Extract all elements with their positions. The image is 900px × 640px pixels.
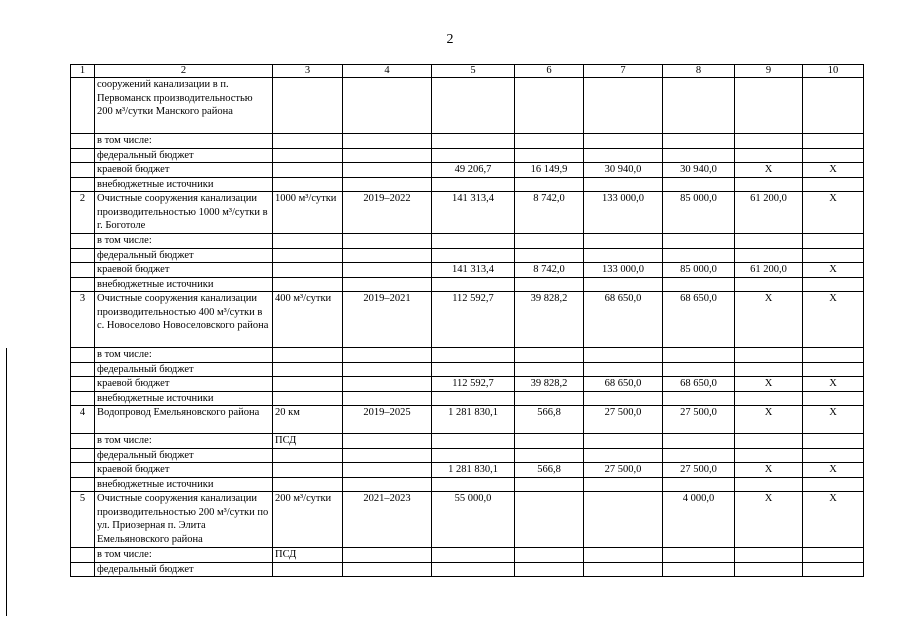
object-name-cell: в том числе: (95, 134, 273, 149)
capacity-cell (273, 477, 343, 492)
row-number-cell (71, 78, 95, 134)
spent-cell (515, 348, 584, 363)
year-3-amount-cell: Х (803, 463, 864, 478)
year-1-amount-cell (663, 448, 735, 463)
total-cost-cell: 55 000,0 (432, 492, 515, 548)
year-3-amount-cell (803, 434, 864, 449)
year-3-amount-cell (803, 448, 864, 463)
capacity-cell (273, 391, 343, 406)
total-cost-cell (432, 148, 515, 163)
table-row (71, 434, 864, 449)
term-cell (343, 78, 432, 134)
table-row (71, 377, 864, 392)
capacity-cell (273, 163, 343, 178)
year-1-amount-cell (663, 177, 735, 192)
remaining-cell (584, 234, 663, 249)
total-cost-cell (432, 434, 515, 449)
total-cost-cell: 141 313,4 (432, 263, 515, 278)
year-3-amount-cell (803, 391, 864, 406)
year-1-amount-cell (663, 348, 735, 363)
row-number-cell (71, 248, 95, 263)
row-number-cell (71, 134, 95, 149)
table-row (71, 78, 864, 134)
row-number-cell (71, 263, 95, 278)
object-name-cell: краевой бюджет (95, 163, 273, 178)
row-number-cell (71, 234, 95, 249)
table-row (71, 134, 864, 149)
total-cost-cell: 112 592,7 (432, 377, 515, 392)
total-cost-cell (432, 562, 515, 577)
spent-cell: 39 828,2 (515, 377, 584, 392)
spent-cell (515, 148, 584, 163)
year-2-amount-cell (735, 434, 803, 449)
remaining-cell (584, 248, 663, 263)
capacity-cell (273, 277, 343, 292)
term-cell: 2021–2023 (343, 492, 432, 548)
header-cell: 5 (432, 65, 515, 78)
year-1-amount-cell (663, 248, 735, 263)
capacity-cell: 400 м³/сутки (273, 292, 343, 348)
year-2-amount-cell: Х (735, 292, 803, 348)
spent-cell: 8 742,0 (515, 192, 584, 234)
row-number-cell (71, 477, 95, 492)
year-2-amount-cell (735, 134, 803, 149)
term-cell (343, 362, 432, 377)
year-3-amount-cell (803, 148, 864, 163)
term-cell: 2019–2021 (343, 292, 432, 348)
year-3-amount-cell (803, 134, 864, 149)
object-name-cell: федеральный бюджет (95, 148, 273, 163)
year-2-amount-cell: 61 200,0 (735, 192, 803, 234)
total-cost-cell: 112 592,7 (432, 292, 515, 348)
spent-cell (515, 234, 584, 249)
year-1-amount-cell (663, 562, 735, 577)
table-row (71, 562, 864, 577)
term-cell (343, 177, 432, 192)
capacity-cell (273, 463, 343, 478)
year-3-amount-cell (803, 348, 864, 363)
object-name-cell: федеральный бюджет (95, 248, 273, 263)
year-3-amount-cell (803, 477, 864, 492)
term-cell (343, 148, 432, 163)
year-1-amount-cell (663, 148, 735, 163)
spent-cell (515, 134, 584, 149)
table-row (71, 234, 864, 249)
table-row (71, 148, 864, 163)
row-number-cell (71, 377, 95, 392)
year-2-amount-cell (735, 362, 803, 377)
total-cost-cell (432, 448, 515, 463)
row-number-cell (71, 348, 95, 363)
row-number-cell: 3 (71, 292, 95, 348)
year-1-amount-cell: 4 000,0 (663, 492, 735, 548)
year-1-amount-cell (663, 362, 735, 377)
table-row (71, 406, 864, 434)
header-cell: 2 (95, 65, 273, 78)
total-cost-cell (432, 391, 515, 406)
object-name-cell: внебюджетные источники (95, 391, 273, 406)
total-cost-cell (432, 348, 515, 363)
spent-cell (515, 391, 584, 406)
capacity-cell (273, 78, 343, 134)
object-name-cell: федеральный бюджет (95, 562, 273, 577)
capacity-cell (273, 177, 343, 192)
header-cell: 7 (584, 65, 663, 78)
term-cell (343, 448, 432, 463)
year-2-amount-cell (735, 562, 803, 577)
table-row (71, 391, 864, 406)
term-cell: 2019–2022 (343, 192, 432, 234)
object-name-cell: внебюджетные источники (95, 277, 273, 292)
object-name-cell: в том числе: (95, 548, 273, 563)
term-cell (343, 434, 432, 449)
capacity-cell (273, 248, 343, 263)
spent-cell (515, 492, 584, 548)
capacity-cell (273, 377, 343, 392)
table-row (71, 548, 864, 563)
total-cost-cell (432, 134, 515, 149)
row-number-cell (71, 362, 95, 377)
year-3-amount-cell (803, 562, 864, 577)
row-number-cell (71, 562, 95, 577)
capacity-cell: 20 км (273, 406, 343, 434)
total-cost-cell (432, 78, 515, 134)
capacity-cell (273, 362, 343, 377)
remaining-cell (584, 148, 663, 163)
term-cell (343, 391, 432, 406)
capacity-cell: ПСД (273, 548, 343, 563)
term-cell (343, 234, 432, 249)
row-number-cell (71, 148, 95, 163)
total-cost-cell: 141 313,4 (432, 192, 515, 234)
year-1-amount-cell: 68 650,0 (663, 292, 735, 348)
remaining-cell (584, 362, 663, 377)
year-3-amount-cell (803, 248, 864, 263)
term-cell (343, 562, 432, 577)
object-name-cell: краевой бюджет (95, 463, 273, 478)
total-cost-cell: 49 206,7 (432, 163, 515, 178)
year-1-amount-cell (663, 78, 735, 134)
remaining-cell (584, 548, 663, 563)
year-3-amount-cell (803, 362, 864, 377)
remaining-cell: 133 000,0 (584, 192, 663, 234)
header-cell: 9 (735, 65, 803, 78)
year-1-amount-cell: 27 500,0 (663, 406, 735, 434)
spent-cell: 39 828,2 (515, 292, 584, 348)
table-header-row (71, 65, 864, 78)
term-cell (343, 163, 432, 178)
year-3-amount-cell: Х (803, 492, 864, 548)
capacity-cell: 200 м³/сутки (273, 492, 343, 548)
total-cost-cell (432, 234, 515, 249)
capacity-cell (273, 348, 343, 363)
capacity-cell (273, 263, 343, 278)
year-3-amount-cell: Х (803, 377, 864, 392)
capacity-cell: ПСД (273, 434, 343, 449)
table-row (71, 177, 864, 192)
spent-cell (515, 248, 584, 263)
total-cost-cell: 1 281 830,1 (432, 406, 515, 434)
table-row (71, 248, 864, 263)
spent-cell (515, 277, 584, 292)
year-2-amount-cell (735, 78, 803, 134)
row-number-cell (71, 163, 95, 178)
spent-cell: 566,8 (515, 463, 584, 478)
total-cost-cell: 1 281 830,1 (432, 463, 515, 478)
year-1-amount-cell: 27 500,0 (663, 463, 735, 478)
remaining-cell (584, 134, 663, 149)
table-row (71, 348, 864, 363)
table-row (71, 277, 864, 292)
term-cell (343, 377, 432, 392)
table-row (71, 163, 864, 178)
row-number-cell (71, 463, 95, 478)
spent-cell: 16 149,9 (515, 163, 584, 178)
year-2-amount-cell (735, 477, 803, 492)
year-2-amount-cell: Х (735, 492, 803, 548)
year-1-amount-cell (663, 134, 735, 149)
object-name-cell: краевой бюджет (95, 377, 273, 392)
object-name-cell: Очистные сооружения канализации производительностью 200 м³/сутки по ул. Приозерная п. Элита Емельяновского района (95, 492, 273, 548)
remaining-cell (584, 448, 663, 463)
object-name-cell: в том числе: (95, 434, 273, 449)
year-1-amount-cell: 68 650,0 (663, 377, 735, 392)
capacity-cell (273, 562, 343, 577)
year-3-amount-cell (803, 548, 864, 563)
year-1-amount-cell: 85 000,0 (663, 263, 735, 278)
term-cell (343, 548, 432, 563)
margin-rule (6, 348, 7, 616)
year-1-amount-cell (663, 277, 735, 292)
table-row (71, 292, 864, 348)
row-number-cell (71, 548, 95, 563)
spent-cell (515, 448, 584, 463)
object-name-cell: сооружений канализации в п. Первоманск производительностью 200 м³/сутки Манского района (95, 78, 273, 134)
object-name-cell: Водопровод Емельяновского района (95, 406, 273, 434)
page-number: 2 (446, 32, 454, 47)
remaining-cell (584, 562, 663, 577)
year-2-amount-cell: Х (735, 163, 803, 178)
remaining-cell (584, 277, 663, 292)
row-number-cell: 5 (71, 492, 95, 548)
table-row (71, 362, 864, 377)
header-cell: 1 (71, 65, 95, 78)
year-1-amount-cell: 85 000,0 (663, 192, 735, 234)
header-cell: 8 (663, 65, 735, 78)
object-name-cell: федеральный бюджет (95, 448, 273, 463)
capacity-cell (273, 234, 343, 249)
spent-cell (515, 362, 584, 377)
year-3-amount-cell (803, 277, 864, 292)
total-cost-cell (432, 177, 515, 192)
year-2-amount-cell (735, 348, 803, 363)
year-2-amount-cell (735, 234, 803, 249)
year-1-amount-cell (663, 234, 735, 249)
spent-cell (515, 562, 584, 577)
header-cell: 10 (803, 65, 864, 78)
capacity-cell (273, 134, 343, 149)
remaining-cell (584, 391, 663, 406)
year-2-amount-cell: 61 200,0 (735, 263, 803, 278)
spent-cell: 8 742,0 (515, 263, 584, 278)
header-cell: 4 (343, 65, 432, 78)
year-3-amount-cell: Х (803, 263, 864, 278)
year-1-amount-cell: 30 940,0 (663, 163, 735, 178)
object-name-cell: Очистные сооружения канализации производительностью 400 м³/сутки в с. Новоселово Новоселовского района (95, 292, 273, 348)
row-number-cell (71, 434, 95, 449)
year-1-amount-cell (663, 477, 735, 492)
term-cell (343, 248, 432, 263)
object-name-cell: в том числе: (95, 348, 273, 363)
row-number-cell (71, 448, 95, 463)
row-number-cell (71, 277, 95, 292)
row-number-cell: 2 (71, 192, 95, 234)
remaining-cell: 27 500,0 (584, 463, 663, 478)
term-cell (343, 134, 432, 149)
year-2-amount-cell (735, 277, 803, 292)
spent-cell (515, 434, 584, 449)
term-cell (343, 263, 432, 278)
year-2-amount-cell (735, 248, 803, 263)
capacity-cell (273, 448, 343, 463)
total-cost-cell (432, 477, 515, 492)
year-2-amount-cell (735, 548, 803, 563)
remaining-cell: 68 650,0 (584, 377, 663, 392)
total-cost-cell (432, 277, 515, 292)
total-cost-cell (432, 362, 515, 377)
object-name-cell: краевой бюджет (95, 263, 273, 278)
year-3-amount-cell: Х (803, 192, 864, 234)
year-3-amount-cell (803, 78, 864, 134)
remaining-cell (584, 78, 663, 134)
remaining-cell (584, 492, 663, 548)
term-cell: 2019–2025 (343, 406, 432, 434)
year-1-amount-cell (663, 391, 735, 406)
remaining-cell (584, 434, 663, 449)
year-1-amount-cell (663, 434, 735, 449)
spent-cell: 566,8 (515, 406, 584, 434)
year-3-amount-cell: Х (803, 292, 864, 348)
row-number-cell (71, 391, 95, 406)
remaining-cell: 27 500,0 (584, 406, 663, 434)
table-row (71, 492, 864, 548)
year-2-amount-cell (735, 177, 803, 192)
year-3-amount-cell (803, 234, 864, 249)
capacity-cell: 1000 м³/сутки (273, 192, 343, 234)
remaining-cell: 133 000,0 (584, 263, 663, 278)
year-2-amount-cell: Х (735, 463, 803, 478)
term-cell (343, 348, 432, 363)
table-row (71, 477, 864, 492)
year-2-amount-cell (735, 391, 803, 406)
header-cell: 6 (515, 65, 584, 78)
year-3-amount-cell: Х (803, 163, 864, 178)
term-cell (343, 463, 432, 478)
capacity-cell (273, 148, 343, 163)
object-name-cell: внебюджетные источники (95, 477, 273, 492)
year-3-amount-cell: Х (803, 406, 864, 434)
header-cell: 3 (273, 65, 343, 78)
spent-cell (515, 78, 584, 134)
total-cost-cell (432, 548, 515, 563)
spent-cell (515, 548, 584, 563)
spent-cell (515, 177, 584, 192)
total-cost-cell (432, 248, 515, 263)
object-name-cell: федеральный бюджет (95, 362, 273, 377)
object-name-cell: внебюджетные источники (95, 177, 273, 192)
remaining-cell: 30 940,0 (584, 163, 663, 178)
table-row (71, 463, 864, 478)
remaining-cell (584, 477, 663, 492)
remaining-cell: 68 650,0 (584, 292, 663, 348)
remaining-cell (584, 348, 663, 363)
spent-cell (515, 477, 584, 492)
term-cell (343, 277, 432, 292)
year-2-amount-cell: Х (735, 406, 803, 434)
year-2-amount-cell (735, 448, 803, 463)
remaining-cell (584, 177, 663, 192)
row-number-cell (71, 177, 95, 192)
object-name-cell: Очистные сооружения канализации производительностью 1000 м³/сутки в г. Боготоле (95, 192, 273, 234)
term-cell (343, 477, 432, 492)
table-row (71, 448, 864, 463)
investment-table (70, 64, 864, 577)
year-3-amount-cell (803, 177, 864, 192)
object-name-cell: в том числе: (95, 234, 273, 249)
table-row (71, 263, 864, 278)
table-row (71, 192, 864, 234)
year-2-amount-cell: Х (735, 377, 803, 392)
year-2-amount-cell (735, 148, 803, 163)
row-number-cell: 4 (71, 406, 95, 434)
year-1-amount-cell (663, 548, 735, 563)
